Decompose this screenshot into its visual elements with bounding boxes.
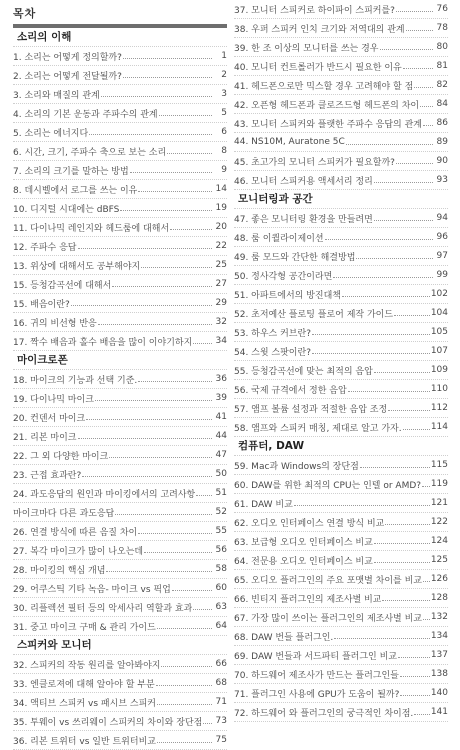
toc-entry[interactable]	[234, 456, 448, 475]
toc-page-number: 109	[430, 365, 448, 375]
toc-entry-title: 8. 데시벨에서 로그를 쓰는 이유	[13, 185, 138, 196]
toc-entry[interactable]	[234, 342, 448, 361]
toc-entry-title: 18. 마이크의 기능과 선택 기준.	[13, 375, 138, 386]
toc-entry[interactable]	[234, 133, 448, 152]
toc-right-list	[234, 0, 448, 722]
toc-entry-title: 23. 근접 효과란?	[13, 470, 82, 481]
toc-entry[interactable]	[13, 370, 227, 389]
toc-section-heading: 스피커와 모니터	[13, 636, 227, 655]
toc-section-heading: 마이크로폰	[13, 351, 227, 370]
toc-leader-dots	[172, 590, 212, 591]
toc-page-number: 3	[221, 89, 227, 99]
toc-page-number: 124	[430, 536, 448, 546]
toc-page-number: 119	[430, 479, 448, 489]
toc-entry-title: 32. 스피커의 작동 원리를 알아봐야지	[13, 660, 161, 671]
toc-entry[interactable]	[13, 560, 227, 579]
toc-entry-title: 45. 초고가의 모니터 스피커가 필요할까?	[234, 157, 395, 168]
toc-entry[interactable]	[13, 237, 227, 256]
toc-entry-title: 59. Mac과 Windows의 장단점	[234, 461, 359, 472]
toc-leader-dots	[157, 628, 212, 629]
toc-entry[interactable]	[13, 161, 227, 180]
toc-entry-title: 36. 리본 트위터 vs 일반 트위터비교	[13, 736, 156, 747]
toc-leader-dots	[193, 343, 212, 344]
toc-page-number: 115	[430, 460, 448, 470]
toc-page-number: 60	[215, 583, 227, 593]
toc-leader-dots	[396, 11, 433, 12]
toc-leader-dots	[123, 58, 212, 59]
toc-entry-title: 71. 플러그인 사용에 GPU가 도움이 될까?	[234, 689, 400, 700]
toc-entry-title: 33. 엔클로져에 대해 알아야 할 부분	[13, 679, 155, 690]
toc-entry[interactable]	[13, 655, 227, 674]
toc-entry-title: 54. 스윗 스팟이란?	[234, 347, 311, 358]
toc-leader-dots	[388, 410, 430, 411]
toc-entry-title: 70. 하드웨어 제조사가 만드는 플러그인들	[234, 670, 399, 681]
toc-page-number: 122	[430, 517, 448, 527]
toc-leader-dots	[138, 381, 212, 382]
toc-entry[interactable]	[234, 361, 448, 380]
toc-entry[interactable]	[234, 703, 448, 722]
toc-page-number: 47	[215, 450, 227, 460]
toc-page-number: 9	[221, 165, 227, 175]
toc-entry-title: 21. 리본 마이크	[13, 432, 77, 443]
toc-leader-dots	[420, 106, 433, 107]
toc-header	[13, 0, 227, 24]
toc-leader-dots	[86, 419, 212, 420]
toc-entry-title: 72. 하드웨어 와 플러그인의 궁극적인 차이점.	[234, 708, 414, 719]
toc-leader-dots	[380, 49, 433, 50]
toc-entry[interactable]	[234, 551, 448, 570]
toc-page-number: 81	[436, 61, 448, 71]
toc-leader-dots	[130, 172, 212, 173]
toc-entry-title: 65. 오디오 플러그인의 주요 포맷별 차이를 비교	[234, 575, 422, 586]
toc-leader-dots	[374, 543, 430, 544]
toc-leader-dots	[157, 704, 212, 705]
toc-leader-dots	[109, 457, 212, 458]
toc-entry[interactable]	[13, 104, 227, 123]
toc-entry-title: 17. 짝수 배음과 홀수 배음을 많이 이야기하지	[13, 337, 193, 348]
toc-leader-dots	[403, 68, 433, 69]
toc-leader-dots	[78, 248, 212, 249]
toc-entry[interactable]	[13, 123, 227, 142]
toc-leader-dots	[141, 267, 212, 268]
toc-right-column	[234, 0, 448, 722]
toc-left-list	[13, 28, 227, 750]
toc-entry-title: 63. 보급형 오디오 인터페이스 비교	[234, 537, 373, 548]
toc-page-number: 64	[215, 621, 227, 631]
toc-leader-dots	[360, 467, 430, 468]
toc-leader-dots	[203, 723, 212, 724]
toc-page-number: 20	[215, 222, 227, 232]
toc-page-number: 6	[221, 127, 227, 137]
toc-entry[interactable]	[234, 665, 448, 684]
toc-leader-dots	[356, 258, 433, 259]
toc-page-number: 140	[430, 688, 448, 698]
toc-entry-title: 24. 과도응답의 원인과 마이킹에서의 고려사항	[13, 489, 196, 500]
toc-leader-dots	[398, 657, 430, 658]
toc-page-number: 63	[215, 602, 227, 612]
toc-leader-dots	[423, 619, 430, 620]
toc-entry[interactable]	[13, 693, 227, 712]
toc-page-number: 94	[436, 213, 448, 223]
toc-leader-dots	[394, 315, 430, 316]
toc-entry[interactable]	[13, 275, 227, 294]
toc-leader-dots	[325, 239, 433, 240]
toc-entry[interactable]	[234, 247, 448, 266]
toc-page-number: 19	[215, 203, 227, 213]
toc-entry[interactable]	[13, 484, 227, 503]
toc-page-number: 71	[215, 697, 227, 707]
toc-leader-dots	[193, 609, 212, 610]
toc-entry-title: 28. 마이킹의 핵심 개념	[13, 565, 106, 576]
toc-page-number: 84	[436, 99, 448, 109]
toc-page-number: 22	[215, 241, 227, 251]
toc-entry[interactable]	[13, 66, 227, 85]
toc-leader-dots	[167, 153, 212, 154]
toc-leader-dots	[423, 125, 433, 126]
toc-leader-dots	[82, 476, 212, 477]
toc-page-number: 32	[215, 317, 227, 327]
toc-leader-dots	[400, 695, 429, 696]
toc-leader-dots	[400, 676, 430, 677]
toc-entry[interactable]	[13, 199, 227, 218]
toc-entry-title: 47. 좋은 모니터링 환경을 만들려면	[234, 214, 373, 225]
toc-entry[interactable]	[13, 579, 227, 598]
toc-page-number: 55	[215, 526, 227, 536]
toc-leader-dots	[403, 429, 430, 430]
toc-entry-title: 15. 등청감곡선에 대해서	[13, 280, 112, 291]
toc-entry-title: 13. 위상에 대해서도 공부해야지	[13, 261, 141, 272]
toc-leader-dots	[374, 182, 433, 183]
toc-entry-title: 3. 소리와 매질의 관계	[13, 90, 100, 101]
toc-entry-title: 52. 초저예산 플로팅 플로어 제작 가이드	[234, 309, 394, 320]
toc-page-number: 128	[430, 593, 448, 603]
toc-entry-title: 38. 우퍼 스피커 인치 크기와 저역대의 관계	[234, 24, 405, 35]
toc-entry[interactable]	[13, 85, 227, 104]
toc-page-number: 25	[215, 260, 227, 270]
toc-entry-title: 26. 연결 방식에 따른 음질 차이	[13, 527, 138, 538]
toc-entry-title: 15. 배음이란?	[13, 299, 70, 310]
toc-leader-dots	[138, 533, 212, 534]
toc-entry[interactable]	[13, 541, 227, 560]
toc-page-number: 89	[436, 137, 448, 147]
toc-leader-dots	[71, 305, 212, 306]
toc-entry[interactable]	[13, 218, 227, 237]
toc-entry[interactable]	[13, 617, 227, 636]
toc-page-number: 5	[221, 108, 227, 118]
toc-entry-title: 61. DAW 비교	[234, 499, 293, 510]
toc-leader-dots	[385, 524, 429, 525]
toc-leader-dots	[396, 163, 433, 164]
toc-page-number: 105	[430, 327, 448, 337]
toc-entry[interactable]	[13, 389, 227, 408]
toc-entry-title: 69. DAW 번들과 서드파티 플러그인 비교	[234, 651, 397, 662]
toc-entry-title: 40. 모니터 컨트롤러가 반드시 필요한 이유	[234, 62, 402, 73]
toc-page-number: 132	[430, 612, 448, 622]
toc-page-number: 39	[215, 393, 227, 403]
toc-entry[interactable]	[234, 380, 448, 399]
toc-leader-dots	[312, 334, 430, 335]
toc-entry[interactable]	[234, 228, 448, 247]
toc-leader-dots	[112, 286, 212, 287]
toc-entry[interactable]	[13, 294, 227, 313]
toc-leader-dots	[374, 562, 430, 563]
toc-leader-dots	[78, 438, 212, 439]
toc-entry-title: 1. 소리는 어떻게 정의할까?	[13, 52, 122, 63]
toc-entry-title: 60. DAW를 위한 최적의 CPU는 인텔 or AMD?	[234, 480, 422, 491]
toc-entry-title: 57. 앰프 볼륨 설정과 적절한 음압 조정	[234, 404, 388, 415]
toc-entry[interactable]	[13, 332, 227, 351]
toc-page-number: 121	[430, 498, 448, 508]
toc-page-number: 66	[215, 659, 227, 669]
toc-leader-dots	[157, 742, 212, 743]
toc-entry-title: 16. 귀의 비선형 반응	[13, 318, 97, 329]
toc-entry[interactable]	[234, 38, 448, 57]
toc-entry-title: 67. 가장 많이 쓰이는 플러그인의 제조사별 비교	[234, 613, 422, 624]
toc-entry[interactable]	[234, 285, 448, 304]
toc-leader-dots	[123, 77, 212, 78]
toc-page-number: 104	[430, 308, 448, 318]
toc-leader-dots	[106, 571, 212, 572]
toc-entry-title: 58. 앰프와 스피커 매칭, 제대로 알고 가자.	[234, 423, 402, 434]
toc-page-number: 56	[215, 545, 227, 555]
toc-leader-dots	[120, 210, 212, 211]
toc-entry[interactable]	[13, 503, 227, 522]
toc-leader-dots	[382, 600, 429, 601]
toc-entry-title: 34. 액티브 스피커 vs 패시브 스피커	[13, 698, 156, 709]
toc-entry[interactable]	[234, 0, 448, 19]
toc-entry[interactable]	[13, 47, 227, 66]
toc-leader-dots	[333, 277, 433, 278]
toc-entry-title: 30. 리플렉션 필터 등의 악세사리 역할과 효과	[13, 603, 193, 614]
toc-entry-title: 27. 복각 마이크가 많이 나오는데	[13, 546, 144, 557]
toc-page-number: 114	[430, 422, 448, 432]
toc-page-number: 73	[215, 716, 227, 726]
toc-entry-title: 11. 다이나믹 레인지와 헤드룸에 대해서	[13, 223, 170, 234]
toc-entry[interactable]	[234, 266, 448, 285]
toc-leader-dots	[414, 714, 430, 715]
toc-entry[interactable]	[234, 114, 448, 133]
toc-page-number: 75	[215, 735, 227, 745]
toc-page-number: 107	[430, 346, 448, 356]
toc-entry[interactable]	[13, 465, 227, 484]
toc-page-number: 96	[436, 232, 448, 242]
toc-page-number: 110	[430, 384, 448, 394]
toc-page-number: 102	[430, 289, 448, 299]
toc-page-number: 29	[215, 298, 227, 308]
toc-page-number: 2	[221, 70, 227, 80]
toc-entry-title: 62. 오디오 인터페이스 연결 방식 비교	[234, 518, 385, 529]
toc-entry-title: 31. 중고 마이크 구매 & 관리 가이드	[13, 622, 156, 633]
toc-entry[interactable]	[234, 570, 448, 589]
toc-leader-dots	[144, 552, 212, 553]
toc-entry[interactable]	[13, 142, 227, 161]
toc-leader-dots	[294, 505, 430, 506]
toc-section-heading: 컴퓨터, DAW	[234, 437, 448, 456]
toc-entry[interactable]	[13, 313, 227, 332]
toc-entry[interactable]	[234, 304, 448, 323]
toc-entry[interactable]	[234, 76, 448, 95]
toc-entry[interactable]	[234, 532, 448, 551]
toc-entry-title: 29. 어쿠스틱 기타 녹음- 마이크 vs 픽업	[13, 584, 171, 595]
toc-page-number: 93	[436, 175, 448, 185]
toc-page-number: 8	[221, 146, 227, 156]
toc-leader-dots	[95, 400, 212, 401]
toc-entry-title: 68. DAW 번들 플러그인.	[234, 632, 334, 643]
toc-entry-title: 44. NS10M, Auratone 5C	[234, 137, 345, 147]
toc-leader-dots	[374, 372, 430, 373]
toc-entry[interactable]	[13, 674, 227, 693]
toc-entry[interactable]	[234, 646, 448, 665]
toc-entry[interactable]	[13, 731, 227, 750]
toc-entry-title: 48. 룸 이퀄라이제이션	[234, 233, 324, 244]
toc-entry[interactable]	[13, 712, 227, 731]
toc-leader-dots	[348, 391, 430, 392]
toc-entry-title: 19. 다이나믹 마이크	[13, 394, 94, 405]
toc-entry[interactable]	[13, 598, 227, 617]
toc-entry-title: 10. 디지털 시대에는 dBFS	[13, 204, 120, 215]
toc-page-number: 50	[215, 469, 227, 479]
toc-entry[interactable]	[13, 180, 227, 199]
toc-page-number: 76	[436, 4, 448, 14]
toc-leader-dots	[346, 144, 433, 145]
toc-page-number: 14	[215, 184, 227, 194]
toc-page-number: 44	[215, 431, 227, 441]
toc-page-number: 80	[436, 42, 448, 52]
toc-entry[interactable]	[234, 589, 448, 608]
toc-entry-title: 66. 빈티지 플러그인의 제조사별 비교	[234, 594, 382, 605]
toc-leader-dots	[422, 486, 430, 487]
toc-entry[interactable]	[13, 427, 227, 446]
toc-page-number: 51	[215, 488, 227, 498]
toc-entry-title: 42. 오픈형 헤드폰과 클로즈드형 헤드폰의 차이	[234, 100, 420, 111]
toc-entry-title: 46. 모니터 스피커용 액세서리 정리	[234, 176, 373, 187]
toc-leader-dots	[374, 220, 433, 221]
toc-page-number: 78	[436, 23, 448, 33]
toc-left-column	[13, 0, 227, 750]
toc-leader-dots	[406, 30, 433, 31]
toc-entry[interactable]	[13, 408, 227, 427]
toc-leader-dots	[414, 87, 433, 88]
toc-entry-title: 56. 국제 규격에서 정한 음압	[234, 385, 347, 396]
toc-entry-title: 35. 투웨이 vs 쓰리웨이 스피커의 차이와 장단점	[13, 717, 203, 728]
toc-section-heading: 모니터링과 공간	[234, 190, 448, 209]
toc-leader-dots	[312, 353, 430, 354]
toc-entry-title: 22. 그 외 다양한 마이크	[13, 451, 109, 462]
toc-entry[interactable]	[234, 494, 448, 513]
toc-page-number: 86	[436, 118, 448, 128]
toc-page-number: 137	[430, 650, 448, 660]
toc-leader-dots	[159, 115, 212, 116]
toc-entry[interactable]	[234, 608, 448, 627]
toc-leader-dots	[115, 514, 212, 515]
toc-entry[interactable]	[234, 19, 448, 38]
toc-leader-dots	[89, 134, 212, 135]
toc-entry-title: 64. 전문용 오디오 인터페이스 비교	[234, 556, 373, 567]
toc-entry[interactable]	[13, 256, 227, 275]
toc-page-number: 36	[215, 374, 227, 384]
toc-entry-title: 37. 모니터 스피커로 하이파이 스피커를?	[234, 5, 395, 16]
toc-page-number: 141	[430, 707, 448, 717]
toc-entry[interactable]	[234, 209, 448, 228]
toc-entry[interactable]	[234, 418, 448, 437]
toc-page-number: 52	[215, 507, 227, 517]
toc-entry-title: 7. 소리의 크기를 말하는 방법	[13, 166, 129, 177]
toc-entry-title: 마이크마다 다른 과도응답	[13, 508, 115, 519]
toc-page-number: 97	[436, 251, 448, 261]
toc-leader-dots	[101, 96, 212, 97]
toc-leader-dots	[156, 685, 212, 686]
toc-page-number: 27	[215, 279, 227, 289]
toc-page-number: 125	[430, 555, 448, 565]
toc-leader-dots	[334, 638, 430, 639]
toc-page-number: 90	[436, 156, 448, 166]
toc-page-number: 1	[221, 51, 227, 61]
toc-page-number: 126	[430, 574, 448, 584]
toc-entry[interactable]	[234, 475, 448, 494]
toc-entry[interactable]	[234, 57, 448, 76]
toc-leader-dots	[342, 296, 430, 297]
toc-entry-title: 53. 하우스 커브란?	[234, 328, 311, 339]
toc-leader-dots	[423, 581, 430, 582]
toc-entry-title: 39. 한 조 이상의 모니터를 쓰는 경우	[234, 43, 379, 54]
toc-entry-title: 50. 정사각형 공간이라면	[234, 271, 333, 282]
toc-page-number: 58	[215, 564, 227, 574]
toc-page-number: 138	[430, 669, 448, 679]
toc-leader-dots	[196, 495, 212, 496]
toc-title: 목차	[13, 7, 37, 20]
toc-entry-title: 6. 시간, 크기, 주파수 축으로 보는 소리	[13, 147, 167, 158]
toc-entry[interactable]	[13, 446, 227, 465]
toc-page-number: 99	[436, 270, 448, 280]
toc-leader-dots	[138, 191, 212, 192]
toc-entry-title: 20. 컨덴서 마이크	[13, 413, 86, 424]
toc-entry[interactable]	[234, 627, 448, 646]
toc-entry-title: 12. 주파수 응답	[13, 242, 77, 253]
toc-entry-title: 5. 소리는 에너지다	[13, 128, 89, 139]
toc-page-number: 41	[215, 412, 227, 422]
toc-entry[interactable]	[13, 522, 227, 541]
toc-leader-dots	[161, 666, 212, 667]
toc-page-number: 134	[430, 631, 448, 641]
toc-entry-title: 43. 모니터 스피커와 플랫한 주파수 응답의 관계	[234, 119, 422, 130]
toc-entry-title: 49. 룸 모드와 간단한 해결방법	[234, 252, 356, 263]
toc-entry-title: 55. 등청감곡선에 맞는 최적의 음압	[234, 366, 373, 377]
toc-section-heading: 소리의 이해	[13, 28, 227, 47]
toc-leader-dots	[170, 229, 212, 230]
toc-entry[interactable]	[234, 399, 448, 418]
toc-entry-title: 4. 소리의 기본 운동과 주파수의 관계	[13, 109, 158, 120]
toc-page-number: 112	[430, 403, 448, 413]
toc-page-number: 68	[215, 678, 227, 688]
toc-entry-title: 41. 헤드폰으로만 믹스할 경우 고려해야 할 점	[234, 81, 414, 92]
toc-entry-title: 51. 아파트에서의 방진대책	[234, 290, 341, 301]
toc-entry[interactable]	[234, 152, 448, 171]
toc-entry[interactable]	[234, 171, 448, 190]
toc-entry-title: 2. 소리는 어떻게 전달될까?	[13, 71, 122, 82]
toc-leader-dots	[98, 324, 212, 325]
toc-page-number: 82	[436, 80, 448, 90]
toc-entry[interactable]	[234, 323, 448, 342]
toc-entry[interactable]	[234, 95, 448, 114]
toc-entry[interactable]	[234, 513, 448, 532]
toc-page-number: 34	[215, 336, 227, 346]
